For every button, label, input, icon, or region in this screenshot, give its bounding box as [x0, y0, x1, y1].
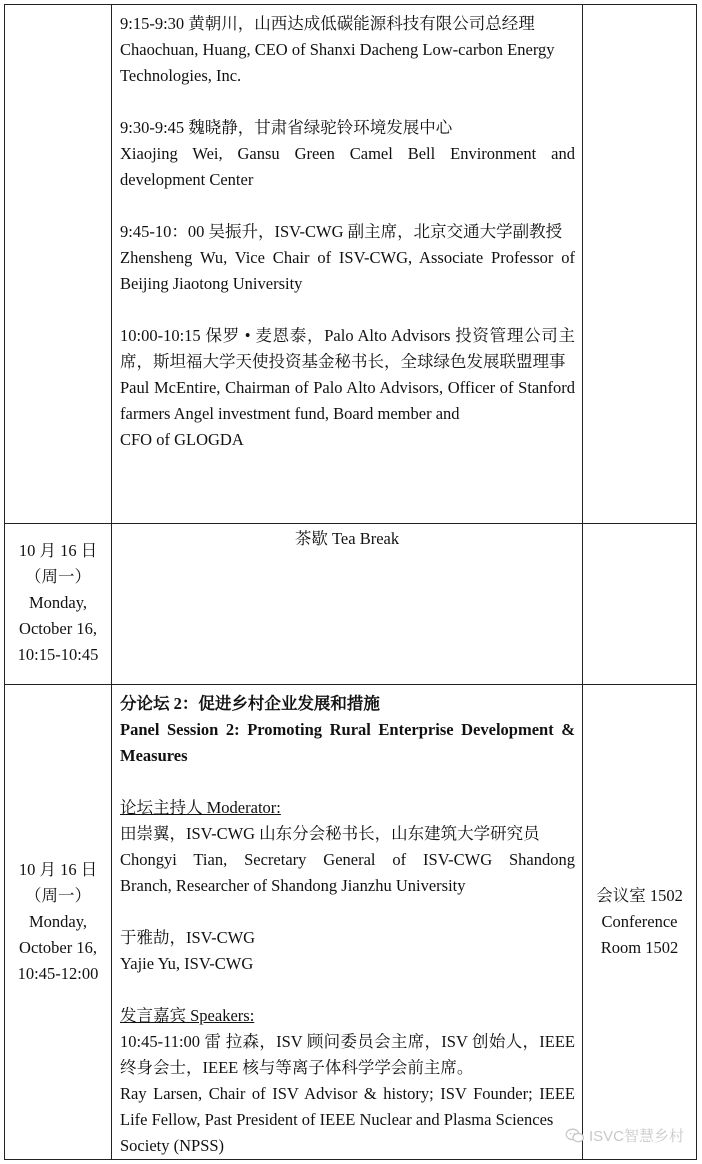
- speaker-en-cont: Society (NPSS): [120, 1136, 225, 1155]
- room-zh: 会议室 1502: [596, 886, 683, 905]
- moderator-zh: 于雅劼，ISV-CWG: [120, 928, 256, 947]
- speaker-entry: [120, 323, 575, 453]
- content-cell: [112, 685, 583, 1160]
- speaker-en-cont: development Center: [120, 170, 254, 189]
- wechat-icon: [565, 1128, 585, 1144]
- room-en: Conference: [601, 912, 678, 931]
- speaker-en-cont: Technologies, Inc.: [120, 66, 242, 85]
- panel-title-en: Panel Session 2: Promoting Rural Enterprise Development & Measures: [120, 720, 575, 765]
- agenda-table: [4, 4, 697, 1160]
- speaker-entry: [120, 219, 575, 297]
- time-range: 10:15-10:45: [17, 645, 99, 664]
- moderator-en: Chongyi Tian, Secretary General of ISV-CWG Shandong: [120, 850, 575, 869]
- room-label: [583, 685, 696, 1159]
- moderator-section: [120, 795, 575, 899]
- speaker-entry: [120, 11, 575, 89]
- date-en: October 16,: [19, 619, 97, 638]
- speaker-zh: 9:15-9:30 黄朝川，山西达成低碳能源科技有限公司总经理: [120, 14, 535, 33]
- weekday-en: Monday,: [28, 912, 88, 931]
- room-cell: [583, 685, 697, 1160]
- speaker-entry: [120, 115, 575, 193]
- date-zh: 10 月 16 日: [18, 860, 98, 879]
- watermark-text: ISVC智慧乡村: [588, 1128, 684, 1145]
- speaker-zh: 10:00-10:15 保罗 • 麦恩泰，Palo Alto Advisors 投资管理公司主席，斯坦福大学天使投资基金秘书长，全球绿色发展联盟理事: [120, 326, 575, 371]
- moderator-section: [120, 925, 575, 977]
- moderator-en-cont: Branch, Researcher of Shandong Jianzhu University: [120, 876, 466, 895]
- date-en: October 16,: [19, 938, 97, 957]
- panel-title-zh: 分论坛 2：促进乡村企业发展和措施: [120, 694, 380, 713]
- speaker-en: Paul McEntire, Chairman of Palo Alto Advisors, Officer of Stanford farmers Angel investment fund, Board member and: [120, 378, 575, 423]
- session-date: [5, 524, 111, 668]
- speaker-zh: 9:30-9:45 魏晓静，甘肃省绿驼铃环境发展中心: [120, 118, 453, 137]
- speaker-zh: 9:45-10：00 吴振升，ISV-CWG 副主席，北京交通大学副教授: [120, 222, 563, 241]
- room-number: Room 1502: [600, 938, 679, 957]
- speakers-label: 发言嘉宾 Speakers:: [120, 1006, 255, 1025]
- speaker-zh: 10:45-11:00 雷 拉森，ISV 顾问委员会主席，ISV 创始人，IEEE 终身会士，IEEE 核与等离子体科学学会前主席。: [120, 1032, 575, 1077]
- weekday-zh: （周一）: [25, 886, 91, 905]
- speakers-section: [120, 1003, 575, 1159]
- table-row: [5, 5, 697, 524]
- panel-header: [120, 691, 575, 769]
- wechat-watermark: [565, 1125, 684, 1146]
- speaker-en-cont: Beijing Jiaotong University: [120, 274, 303, 293]
- room-cell: [583, 524, 697, 685]
- weekday-en: Monday,: [28, 593, 88, 612]
- tea-break-label: 茶歇 Tea Break: [294, 529, 400, 548]
- speaker-en-cont: CFO of GLOGDA: [120, 430, 244, 449]
- speaker-en: Chaochuan, Huang, CEO of Shanxi Dacheng Low-carbon Energy: [120, 40, 555, 59]
- date-zh: 10 月 16 日: [18, 541, 98, 560]
- date-cell: [5, 524, 112, 685]
- date-cell: [5, 685, 112, 1160]
- time-range: 10:45-12:00: [17, 964, 99, 983]
- moderator-zh: 田崇翼，ISV-CWG 山东分会秘书长，山东建筑大学研究员: [120, 824, 540, 843]
- table-row: [5, 524, 697, 685]
- weekday-zh: （周一）: [25, 567, 91, 586]
- moderator-label: 论坛主持人 Moderator:: [120, 798, 281, 817]
- session-date: [5, 857, 111, 987]
- content-cell: [112, 524, 583, 685]
- date-cell: [5, 5, 112, 524]
- table-row: [5, 685, 697, 1160]
- moderator-en: Yajie Yu, ISV-CWG: [120, 954, 254, 973]
- speaker-en: Xiaojing Wei, Gansu Green Camel Bell Environment and: [120, 144, 575, 163]
- speaker-en: Zhensheng Wu, Vice Chair of ISV-CWG, Associate Professor of: [120, 248, 575, 267]
- content-cell: [112, 5, 583, 524]
- room-cell: [583, 5, 697, 524]
- speaker-en: Ray Larsen, Chair of ISV Advisor & history; ISV Founder; IEEE Life Fellow, Past President of IEEE Nuclear and Plasma Sciences: [120, 1084, 575, 1129]
